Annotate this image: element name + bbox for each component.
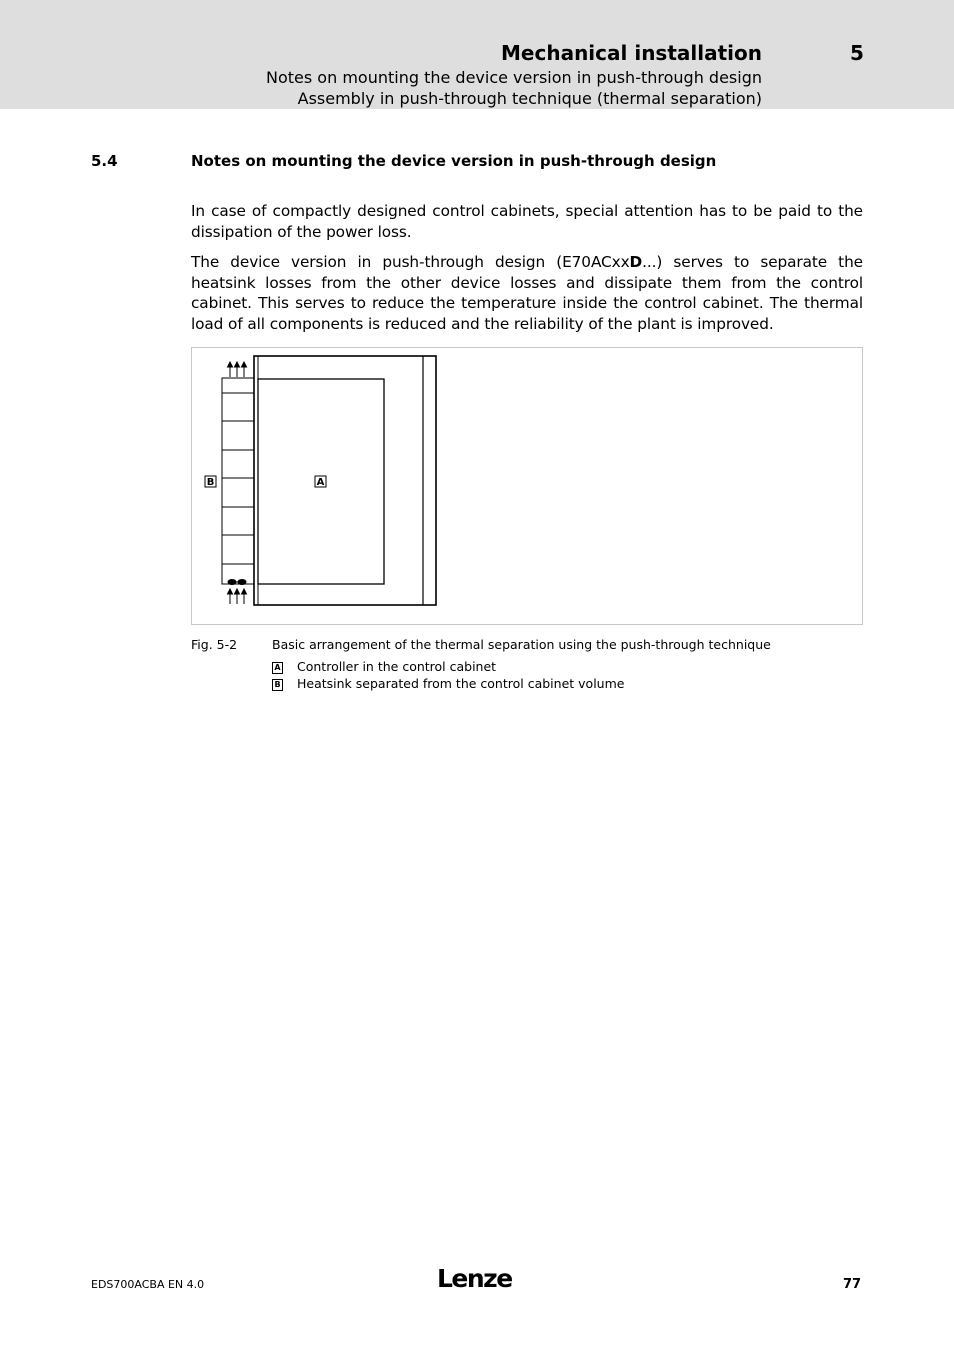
figure-label: Fig. 5-2 xyxy=(191,637,238,652)
paragraph-2-text-start: The device version in push-through design (E70ACxx xyxy=(191,253,630,271)
paragraph-2-text-end: ...) serves to separate the heatsink losses from the other device losses and dissipate them from the control cabinet. This serves to reduce the temperature inside the control cabinet. The thermal load of all components is reduced and the reliability of the plant is improved. xyxy=(191,253,863,333)
marker-a-label: A xyxy=(316,477,325,488)
chapter-title: Mechanical installation xyxy=(501,41,762,65)
legend-key-b: B xyxy=(272,679,283,691)
figure-caption: Basic arrangement of the thermal separation using the push-through technique xyxy=(272,637,771,652)
airflow-arrows-bottom-icon xyxy=(228,589,247,604)
legend-text-a: Controller in the control cabinet xyxy=(297,659,497,674)
legend-item-b xyxy=(272,676,624,691)
paragraph-2-bold-code: D xyxy=(629,253,643,271)
lenze-logo: Lenze xyxy=(437,1264,512,1293)
paragraph-2 xyxy=(191,252,863,334)
marker-b-label: B xyxy=(206,477,215,488)
cabinet-outline xyxy=(254,356,436,605)
page-number: 77 xyxy=(843,1277,862,1292)
legend-text-b: Heatsink separated from the control cabinet volume xyxy=(297,676,625,691)
header-subtitle-2: Assembly in push-through technique (thermal separation) xyxy=(297,89,762,108)
airflow-arrows-top-icon xyxy=(228,362,247,377)
document-code: EDS700ACBA EN 4.0 xyxy=(91,1278,205,1291)
legend-item-a xyxy=(272,659,496,674)
chapter-number: 5 xyxy=(850,41,864,65)
legend-key-a: A xyxy=(272,662,283,674)
figure-box xyxy=(191,347,863,625)
heatsink-body xyxy=(222,378,254,584)
section-number: 5.4 xyxy=(91,152,118,170)
section-title: Notes on mounting the device version in push-through design xyxy=(191,152,717,170)
header-subtitle-1: Notes on mounting the device version in push-through design xyxy=(266,68,762,87)
thermal-separation-diagram xyxy=(192,348,864,626)
paragraph-1: In case of compactly designed control cabinets, special attention has to be paid to the dissipation of the power loss. xyxy=(191,202,863,241)
